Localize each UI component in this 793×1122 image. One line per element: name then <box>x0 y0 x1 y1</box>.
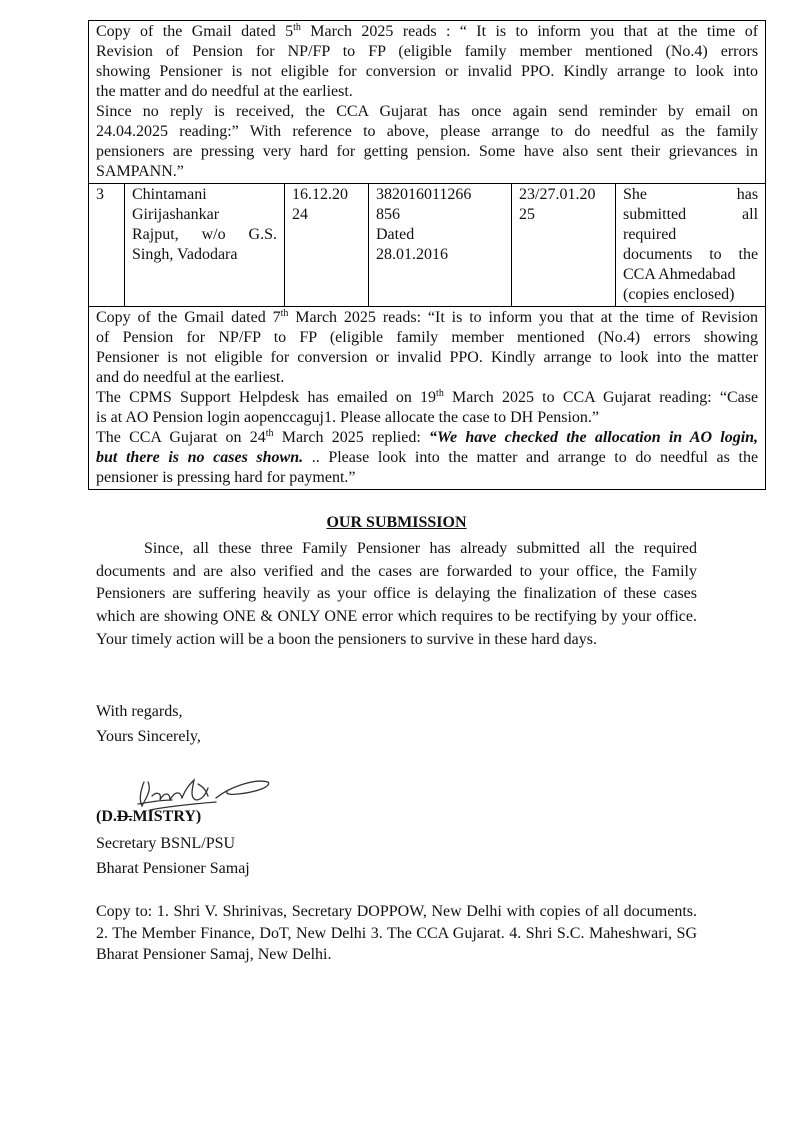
date-value <box>292 185 361 225</box>
text-line: Singh, Vadodara <box>132 246 238 263</box>
text-line: 856 <box>376 206 400 223</box>
text-line: pensioner is pressing hard for payment.” <box>96 469 356 486</box>
text-line: Since no reply is received, the CCA Gujarat has once again send reminder by email on <box>96 103 759 120</box>
text-line: required <box>623 226 677 243</box>
pensioner-name-cell <box>125 184 285 307</box>
signatory-designation: Secretary BSNL/PSU <box>96 835 236 852</box>
text-line: 25 <box>519 206 535 223</box>
text-line: pensioners are pressing very hard for getting pension. Some have also sent their grievances in <box>96 143 759 160</box>
text-line: Rajput, w/o G.S. <box>132 226 277 243</box>
serial-no-cell <box>89 184 125 307</box>
text-line: but there is no cases shown. .. Please look into the matter and arrange to do needful as the <box>96 449 759 466</box>
signatory-name-open: (D. <box>96 808 117 825</box>
pension-cases-table <box>88 20 766 490</box>
text-line: 23/27.01.20 <box>519 186 596 203</box>
table-row <box>89 184 766 307</box>
signatory-name-struck: D. <box>116 808 133 825</box>
submission-heading: OUR SUBMISSION <box>326 514 467 531</box>
note-cell-case-2 <box>89 21 766 184</box>
table-row <box>89 307 766 490</box>
text-line: SAMPANN.” <box>96 163 184 180</box>
text-line: submitted all <box>623 206 759 223</box>
closing-regards: With regards, <box>96 703 183 720</box>
note-1-text <box>96 22 758 182</box>
serial-no: 3 <box>96 186 104 203</box>
submission-body: Since, all these three Family Pensioner has already submitted all the required documents and are also verified and the cases are forwarded to your office, the Family Pensioners are suffering heavily as your office is delaying the finalization of these cases which are showing ONE & ONLY ONE error which requires to be rectifying by your office. Your timely action will be a boon the pensioners to survive in these hard days. <box>96 540 697 648</box>
signatory-organisation: Bharat Pensioner Samaj <box>96 859 250 877</box>
text-line: Dated <box>376 226 415 243</box>
text-line: 382016011266 <box>376 186 472 203</box>
text-line: She has <box>623 186 759 203</box>
ppo-cell <box>369 184 512 307</box>
text-line: is at AO Pension login aopenccaguj1. Please allocate the case to DH Pension.” <box>96 409 599 426</box>
ppo-value <box>376 185 504 265</box>
text-line: 24 <box>292 206 308 223</box>
copy-to-list: Copy to: 1. Shri V. Shrinivas, Secretary DOPPOW, New Delhi with copies of all documents. 2. The Member Finance, DoT, New Delhi 3. The CCA Gujarat. 4. Shri S.C. Maheshwari, SG Bharat Pensioner Samaj, New Delhi. <box>96 903 697 963</box>
text-line: 16.12.20 <box>292 186 348 203</box>
note-2-para-2 <box>96 388 758 428</box>
closing-block <box>96 700 201 749</box>
remarks-cell <box>616 184 766 307</box>
text-line: Copy of the Gmail dated 7th March 2025 reads: “It is to inform you that at the time of Revision <box>96 308 759 326</box>
note-2-para-3 <box>96 428 758 488</box>
pensioner-name <box>132 185 277 265</box>
date-cell <box>285 184 369 307</box>
text-line: The CPMS Support Helpdesk has emailed on 19th March 2025 to CCA Gujarat reading: “Case <box>96 388 759 406</box>
text-line: of Pension for NP/FP to FP (eligible family member mentioned (No.4) errors showing <box>96 329 759 346</box>
text-line: 24.04.2025 reading:” With reference to above, please arrange to do needful as the family <box>96 123 759 140</box>
signatory-name-rest: MISTRY) <box>132 808 202 825</box>
text-line: CCA Ahmedabad <box>623 266 736 283</box>
signatory-details <box>96 832 250 881</box>
text-line: Revision of Pension for NP/FP to FP (eligible family member mentioned (No.4) errors <box>96 43 759 60</box>
text-line: and do needful at the earliest. <box>96 369 285 386</box>
text-line: Girijashankar <box>132 206 220 223</box>
text-line: Copy of the Gmail dated 5th March 2025 reads : “ It is to inform you that at the time of <box>96 22 759 40</box>
submission-date-value <box>519 185 608 225</box>
note-2-para-1 <box>96 308 758 388</box>
text-line: The CCA Gujarat on 24th March 2025 replied: “We have checked the allocation in AO login, <box>96 428 759 446</box>
signatory-name <box>96 808 201 826</box>
submission-date-cell <box>512 184 616 307</box>
note-cell-case-3 <box>89 307 766 490</box>
text-line: Pensioner is not eligible for conversion or invalid PPO. Kindly arrange to look into the matter <box>96 349 759 366</box>
closing-sincerely: Yours Sincerely, <box>96 727 201 745</box>
text-line: 28.01.2016 <box>376 246 448 263</box>
text-line: Chintamani <box>132 186 207 203</box>
table-row <box>89 21 766 184</box>
text-line: documents to the <box>623 246 759 263</box>
remarks-value <box>623 185 758 305</box>
text-line: showing Pensioner is not eligible for conversion or invalid PPO. Kindly arrange to look into <box>96 63 759 80</box>
text-line: (copies enclosed) <box>623 286 735 303</box>
text-line: the matter and do needful at the earliest. <box>96 83 353 100</box>
